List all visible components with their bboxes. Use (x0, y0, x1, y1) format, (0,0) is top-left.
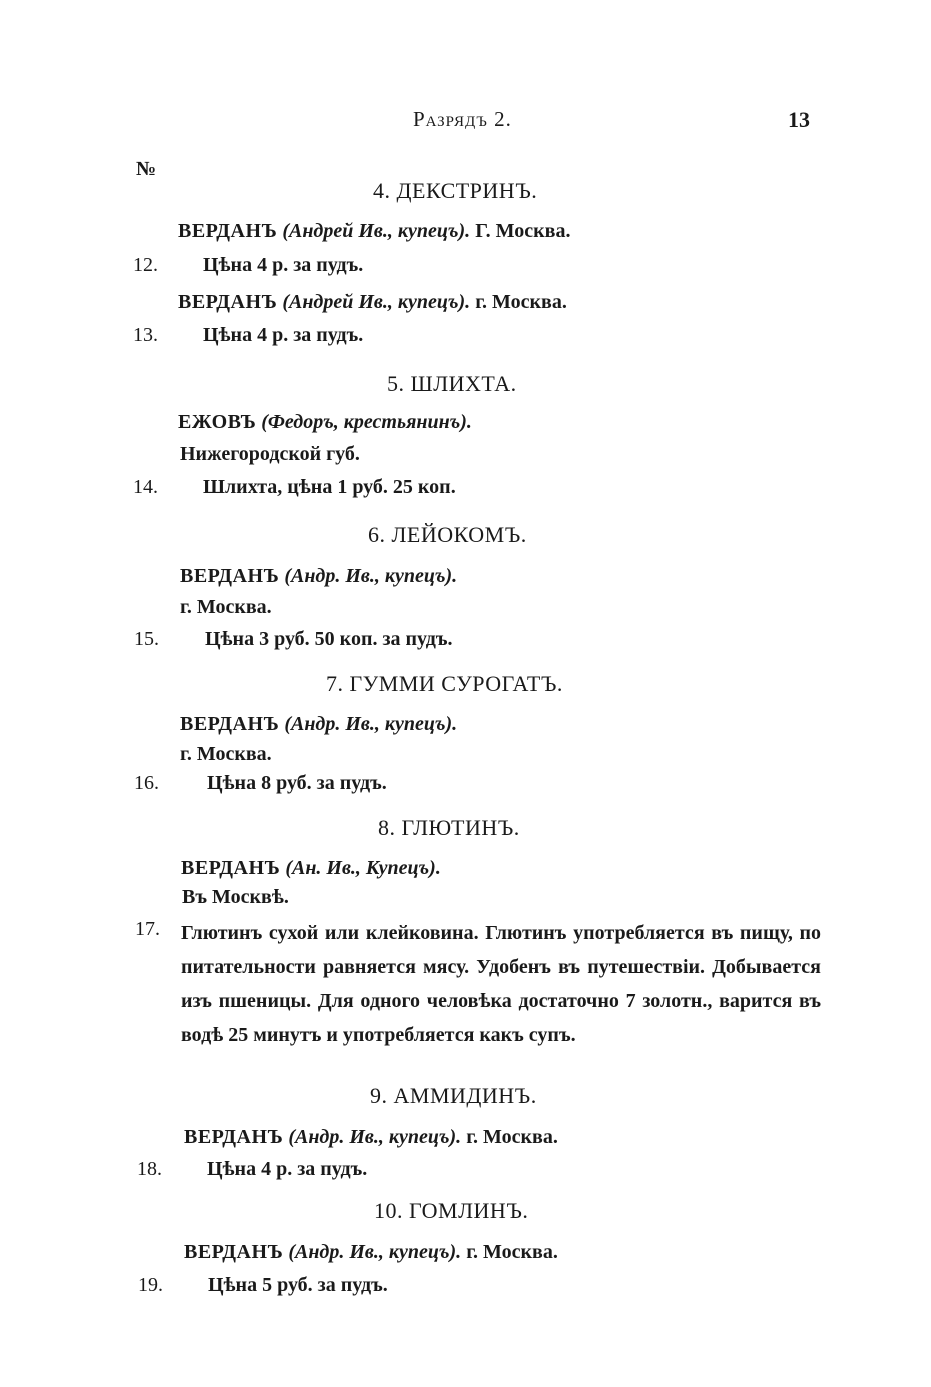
maker-city: г. Москва. (180, 743, 272, 765)
item-number: 16. (134, 772, 159, 794)
maker-detail: (Андр. Ив., купецъ). (288, 1241, 462, 1263)
item-number: 15. (134, 628, 159, 650)
item-description: Глютинъ сухой или клейковина. Глютинъ употребляется въ пищу, по питательности равняется мясу. Удобенъ въ путешествіи. Добывается изъ пшеницы. Для одного человѣка достаточно 7 золотн., варится въ водѣ 25 минутъ и употребляется какъ супъ. (181, 922, 821, 1046)
section-heading-ammidin: 9. АММИДИНЪ. (370, 1083, 537, 1108)
item-text: Цѣна 8 руб. за пудъ. (207, 772, 387, 794)
item-text: Цѣна 3 руб. 50 коп. за пудъ. (205, 628, 453, 650)
item-number: 12. (133, 254, 158, 276)
maker-line (178, 220, 570, 243)
maker-city: Нижегородской губ. (180, 443, 360, 465)
maker-detail: (Андрей Ив., купецъ). (282, 291, 471, 313)
maker-detail: (Андр. Ив., купецъ). (288, 1126, 462, 1148)
page-number: 13 (788, 107, 810, 132)
maker-detail: (Андр. Ив., купецъ). (284, 713, 458, 735)
maker-line (184, 1126, 558, 1149)
item-text: Цѣна 5 руб. за пудъ. (208, 1274, 388, 1296)
item-number: 19. (138, 1274, 163, 1296)
maker-surname: ВЕРДАНЪ (178, 220, 278, 242)
maker-line (184, 1241, 558, 1264)
maker-surname: ВЕРДАНЪ (178, 291, 278, 313)
section-heading-gomlin: 10. ГОМЛИНЪ. (374, 1198, 529, 1223)
section-heading-glutin: 8. ГЛЮТИНЪ. (378, 815, 520, 840)
maker-detail: (Ан. Ив., Купецъ). (285, 857, 441, 879)
maker-city: Въ Москвѣ. (182, 886, 289, 908)
maker-line (180, 565, 457, 588)
maker-detail: (Андр. Ив., купецъ). (284, 565, 458, 587)
maker-city: г. Москва. (466, 1126, 558, 1148)
maker-line (178, 291, 567, 314)
number-column-sign: № (136, 158, 157, 180)
maker-surname: ВЕРДАНЪ (180, 565, 280, 587)
maker-surname: ВЕРДАНЪ (181, 857, 281, 879)
item-number: 13. (133, 324, 158, 346)
item-text: Цѣна 4 р. за пудъ. (203, 324, 364, 346)
item-number: 18. (137, 1158, 162, 1180)
section-heading-dextrin: 4. ДЕКСТРИНЪ. (373, 178, 538, 203)
item-text: Цѣна 4 р. за пудъ. (207, 1158, 368, 1180)
item-number: 17. (135, 918, 160, 940)
item-number: 14. (133, 476, 158, 498)
running-header: Разрядъ 2. (413, 107, 512, 131)
maker-surname: ВЕРДАНЪ (184, 1241, 284, 1263)
maker-surname: ВЕРДАНЪ (184, 1126, 284, 1148)
maker-city: г. Москва. (475, 291, 567, 313)
maker-city: Г. Москва. (475, 220, 571, 242)
item-text: Шлихта, цѣна 1 руб. 25 коп. (203, 476, 456, 498)
maker-city: г. Москва. (180, 596, 272, 618)
maker-city: г. Москва. (466, 1241, 558, 1263)
section-heading-gum-surrogate: 7. ГУММИ СУРОГАТЪ. (326, 671, 563, 696)
section-heading-leiocome: 6. ЛЕЙОКОМЪ. (368, 522, 527, 547)
maker-detail: (Федоръ, крестьянинъ). (261, 411, 472, 433)
item-text: Цѣна 4 р. за пудъ. (203, 254, 364, 276)
section-heading-shlikhta: 5. ШЛИХТА. (387, 371, 517, 396)
maker-detail: (Андрей Ив., купецъ). (282, 220, 471, 242)
maker-line (178, 411, 472, 434)
maker-surname: ВЕРДАНЪ (180, 713, 280, 735)
maker-surname: ЕЖОВЪ (178, 411, 257, 433)
maker-line (180, 713, 457, 736)
maker-line (181, 857, 441, 880)
